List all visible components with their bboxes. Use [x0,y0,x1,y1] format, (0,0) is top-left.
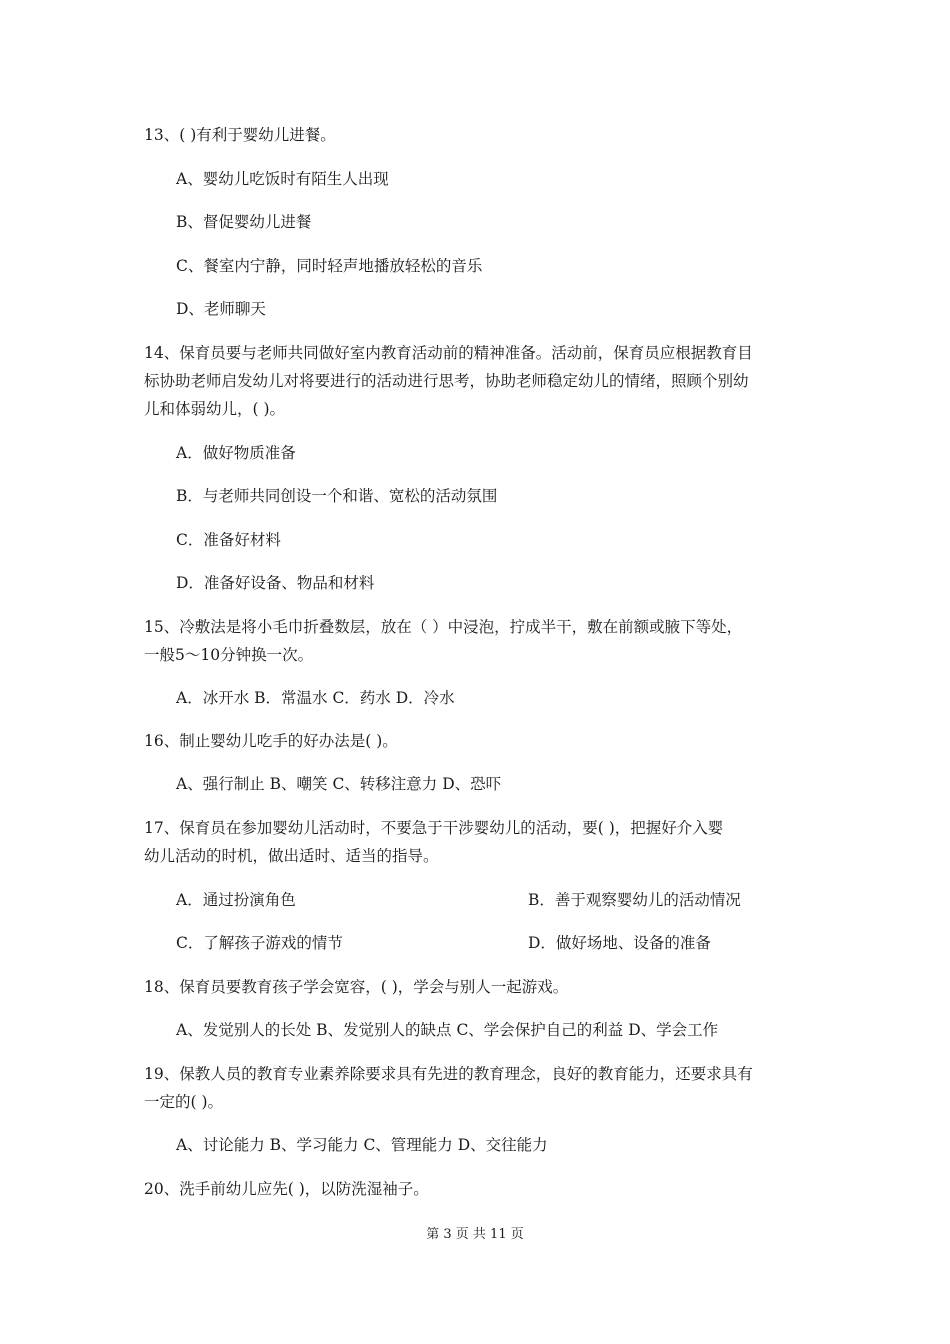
question-19-options: A、讨论能力 B、学习能力 C、管理能力 D、交往能力 [176,1136,548,1154]
question-17-option-a: A．通过扮演角色 [176,891,296,909]
question-20-stem: 20、洗手前幼儿应先( )，以防洗湿袖子。 [144,1180,429,1198]
question-18-stem: 18、保育员要教育孩子学会宽容，( )，学会与别人一起游戏。 [144,978,569,996]
question-16-stem: 16、制止婴幼儿吃手的好办法是( )。 [144,732,398,750]
question-17-stem-line-2: 幼儿活动的时机，做出适时、适当的指导。 [144,847,439,865]
question-13-stem: 13、( )有利于婴幼儿进餐。 [144,126,336,144]
question-14-option-c: C．准备好材料 [176,531,281,549]
question-17-option-b: B．善于观察婴幼儿的活动情况 [528,891,741,909]
question-14-option-b: B．与老师共同创设一个和谐、宽松的活动氛围 [176,487,498,505]
question-19-stem-line-2: 一定的( )。 [144,1093,224,1111]
question-13-option-b: B、督促婴幼儿进餐 [176,213,312,231]
question-17-option-c: C．了解孩子游戏的情节 [176,934,343,952]
question-13-option-a: A、婴幼儿吃饭时有陌生人出现 [176,170,389,188]
question-14-option-d: D．准备好设备、物品和材料 [176,574,375,592]
question-16-options: A、强行制止 B、嘲笑 C、转移注意力 D、恐吓 [176,775,502,793]
question-13-option-d: D、老师聊天 [176,300,266,318]
question-19-stem-line-1: 19、保教人员的教育专业素养除要求具有先进的教育理念，良好的教育能力，还要求具有 [144,1065,753,1083]
question-15-options: A．冰开水 B．常温水 C．药水 D．冷水 [176,689,455,707]
question-17-option-d: D．做好场地、设备的准备 [528,934,711,952]
question-17-stem-line-1: 17、保育员在参加婴幼儿活动时，不要急于干涉婴幼儿的活动，要( )，把握好介入婴 [144,819,724,837]
question-14-stem-line-3: 儿和体弱幼儿，( )。 [144,400,286,418]
question-18-options: A、发觉别人的长处 B、发觉别人的缺点 C、学会保护自己的利益 D、学会工作 [176,1021,719,1039]
question-15-stem-line-2: 一般5～10分钟换一次。 [144,646,314,664]
question-13-option-c: C、餐室内宁静，同时轻声地播放轻松的音乐 [176,257,483,275]
question-14-stem-line-1: 14、保育员要与老师共同做好室内教育活动前的精神准备。活动前，保育员应根据教育目 [144,344,753,362]
question-14-stem-line-2: 标协助老师启发幼儿对将要进行的活动进行思考，协助老师稳定幼儿的情绪，照顾个别幼 [144,372,749,390]
question-15-stem-line-1: 15、冷敷法是将小毛巾折叠数层，放在（ ）中浸泡，拧成半干，敷在前额或腋下等处， [144,618,743,636]
question-14-option-a: A．做好物质准备 [176,444,296,462]
page-number-footer: 第 3 页 共 11 页 [426,1227,524,1242]
